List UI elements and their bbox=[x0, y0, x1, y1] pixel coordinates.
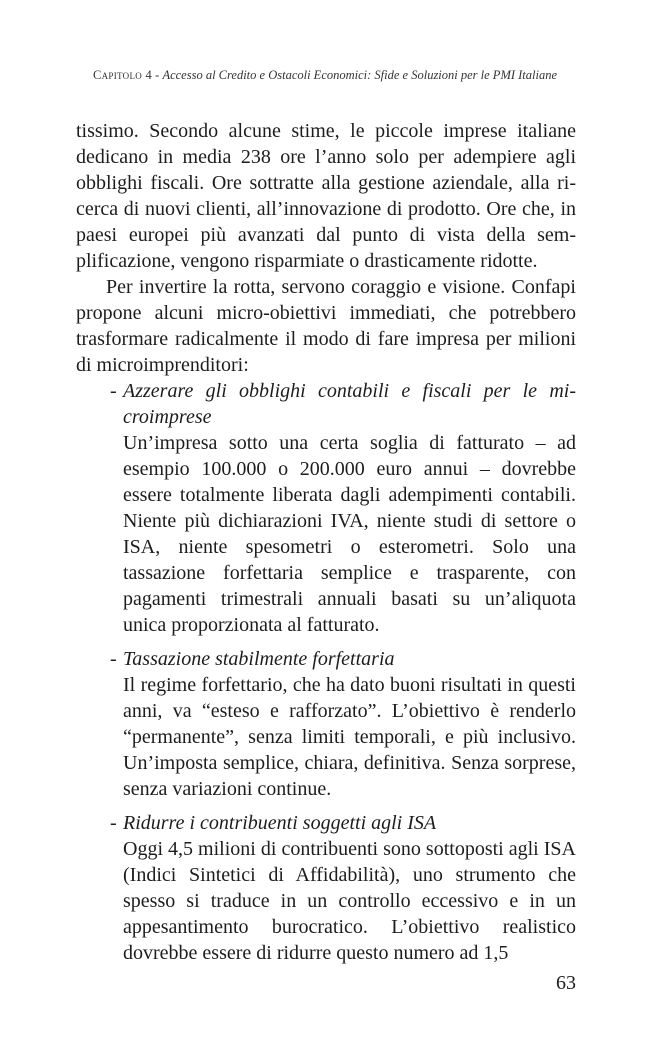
chapter-title: Accesso al Credito e Ostacoli Economici: Sfide e Soluzioni per le PMI Italiane bbox=[162, 68, 558, 82]
body-text bbox=[76, 118, 576, 966]
list-dash: - bbox=[110, 812, 117, 834]
paragraph-2: Per invertire la rotta, servono coraggio e visione. Confapi propone alcuni micro-obiettivi immediati, che potrebbero trasformare radicalmente il modo di fare impresa per milioni di microimprenditori: bbox=[76, 276, 576, 376]
header-separator: - bbox=[152, 68, 163, 82]
list-item-heading: Azzerare gli obblighi contabili e fiscali per le microimprese bbox=[123, 380, 576, 428]
list-item bbox=[110, 646, 576, 802]
list-dash: - bbox=[110, 648, 117, 670]
paragraph-1: tissimo. Secondo alcune stime, le piccole imprese italiane dedicano in media 238 ore l’anno solo per adempiere agli obblighi fiscali. Ore sottratte alla gestione aziendale, alla ricerca di nuovi clienti, all’innovazione di prodotto. Ore che, in paesi europei più avanzati dal punto di vista della semplificazione, vengono risparmiate o drasticamente ridotte. bbox=[76, 120, 576, 272]
list-item-text: Oggi 4,5 milioni di contribuenti sono sottoposti agli ISA (Indici Sintetici di Affidabilità), uno strumento che spesso si traduce in un controllo eccessivo e in un appesantimento burocratico. L’obiettivo realistico dovrebbe essere di ridurre questo numero ad 1,5 bbox=[123, 838, 576, 964]
running-header bbox=[0, 68, 650, 83]
page-number: 63 bbox=[556, 972, 576, 994]
list-item-text: Un’impresa sotto una certa soglia di fatturato – ad esempio 100.000 o 200.000 euro annui – dovrebbe essere totalmente liberata dagli adempimenti contabili. Niente più dichiarazioni IVA, niente studi di settore o ISA, niente spesometri o esterometri. Solo una tassazione forfettaria semplice e trasparente, con pagamenti trimestrali annuali basati su un’aliquota unica proporzionata al fatturato. bbox=[123, 432, 576, 636]
list-dash: - bbox=[110, 380, 117, 402]
list-item-heading: Tassazione stabilmente forfettaria bbox=[123, 648, 395, 670]
list-item bbox=[110, 378, 576, 638]
list-item-heading: Ridurre i contribuenti soggetti agli ISA bbox=[123, 812, 437, 834]
list-item-text: Il regime forfettario, che ha dato buoni risultati in questi anni, va “esteso e rafforzato”. L’obiettivo è renderlo “permanente”, senza limiti temporali, e più inclusivo. Un’imposta semplice, chiara, definitiva. Senza sorprese, senza variazioni continue. bbox=[123, 674, 576, 800]
list-item bbox=[110, 810, 576, 966]
chapter-label: Capitolo 4 bbox=[92, 68, 153, 82]
